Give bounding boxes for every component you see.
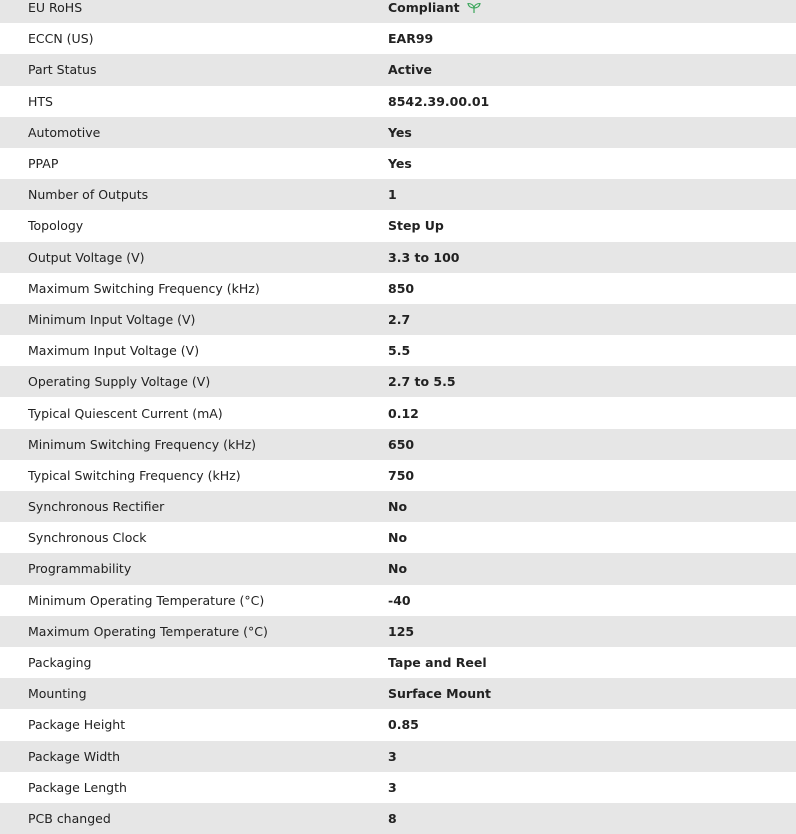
spec-value: Step Up: [388, 218, 444, 234]
spec-label: Package Width: [28, 748, 121, 764]
spec-value: 0.85: [388, 717, 419, 733]
spec-value: 3: [388, 779, 397, 795]
spec-label: Synchronous Rectifier: [28, 499, 165, 515]
spec-row-max-switching-frequency: [0, 273, 796, 304]
spec-value: Compliant: [388, 0, 460, 16]
spec-value: 850: [388, 280, 415, 296]
spec-value: 8542.39.00.01: [388, 93, 490, 109]
spec-label: Output Voltage (V): [28, 249, 145, 265]
spec-value: 5.5: [388, 343, 411, 359]
spec-value: Yes: [388, 124, 412, 140]
spec-value: Tape and Reel: [388, 655, 487, 671]
spec-row-part-status: [0, 54, 796, 85]
spec-row-max-operating-temperature: [0, 616, 796, 647]
spec-row-package-length: [0, 772, 796, 803]
spec-label: Programmability: [28, 561, 132, 577]
spec-value: 650: [388, 436, 415, 452]
spec-value: No: [388, 499, 408, 515]
spec-value: 0.12: [388, 405, 419, 421]
spec-row-hts: [0, 86, 796, 117]
spec-row-package-height: [0, 709, 796, 740]
leaf-icon: [467, 2, 481, 14]
spec-label: Operating Supply Voltage (V): [28, 374, 211, 390]
spec-value: 1: [388, 187, 397, 203]
spec-label: Topology: [28, 218, 84, 234]
spec-value: 8: [388, 810, 397, 826]
spec-label: Maximum Operating Temperature (°C): [28, 623, 268, 639]
spec-label: Automotive: [28, 124, 101, 140]
spec-row-output-voltage: [0, 242, 796, 273]
spec-label: Part Status: [28, 62, 97, 78]
spec-row-eccn: [0, 23, 796, 54]
spec-value: -40: [388, 592, 411, 608]
spec-row-max-input-voltage: [0, 335, 796, 366]
spec-row-topology: [0, 210, 796, 241]
spec-row-quiescent-current: [0, 397, 796, 428]
spec-value: 2.7: [388, 311, 411, 327]
spec-row-eu-rohs: [0, 0, 796, 23]
spec-value: 3: [388, 748, 397, 764]
spec-label: Minimum Switching Frequency (kHz): [28, 436, 257, 452]
spec-label: Synchronous Clock: [28, 530, 147, 546]
spec-label: Package Length: [28, 779, 127, 795]
spec-label: Typical Switching Frequency (kHz): [28, 467, 241, 483]
spec-label: Typical Quiescent Current (mA): [28, 405, 223, 421]
spec-label: Number of Outputs: [28, 187, 149, 203]
spec-row-packaging: [0, 647, 796, 678]
spec-label: Packaging: [28, 655, 92, 671]
spec-label: HTS: [28, 93, 53, 109]
spec-label: Minimum Operating Temperature (°C): [28, 592, 265, 608]
spec-value: 3.3 to 100: [388, 249, 460, 265]
spec-value: Surface Mount: [388, 686, 491, 702]
spec-row-operating-supply-voltage: [0, 366, 796, 397]
spec-row-pcb-changed: [0, 803, 796, 834]
spec-row-ppap: [0, 148, 796, 179]
spec-value: 2.7 to 5.5: [388, 374, 456, 390]
spec-row-programmability: [0, 553, 796, 584]
spec-label: Maximum Input Voltage (V): [28, 343, 200, 359]
spec-label: ECCN (US): [28, 31, 94, 47]
spec-label: Maximum Switching Frequency (kHz): [28, 280, 260, 296]
spec-value: Yes: [388, 156, 412, 172]
spec-value: No: [388, 530, 408, 546]
spec-value: 750: [388, 467, 415, 483]
spec-label: PPAP: [28, 156, 59, 172]
spec-value-wrap: [388, 0, 796, 15]
spec-label: Package Height: [28, 717, 126, 733]
spec-row-min-input-voltage: [0, 304, 796, 335]
spec-row-synchronous-clock: [0, 522, 796, 553]
spec-label: PCB changed: [28, 810, 111, 826]
spec-value: EAR99: [388, 31, 434, 47]
spec-row-number-of-outputs: [0, 179, 796, 210]
spec-row-mounting: [0, 678, 796, 709]
spec-row-min-switching-frequency: [0, 429, 796, 460]
spec-label: EU RoHS: [28, 0, 83, 16]
spec-row-min-operating-temperature: [0, 585, 796, 616]
spec-row-automotive: [0, 117, 796, 148]
spec-value: Active: [388, 62, 432, 78]
spec-label: Minimum Input Voltage (V): [28, 311, 196, 327]
spec-label: Mounting: [28, 686, 87, 702]
spec-value: 125: [388, 623, 415, 639]
spec-row-package-width: [0, 741, 796, 772]
spec-value: No: [388, 561, 408, 577]
spec-row-synchronous-rectifier: [0, 491, 796, 522]
spec-row-typ-switching-frequency: [0, 460, 796, 491]
